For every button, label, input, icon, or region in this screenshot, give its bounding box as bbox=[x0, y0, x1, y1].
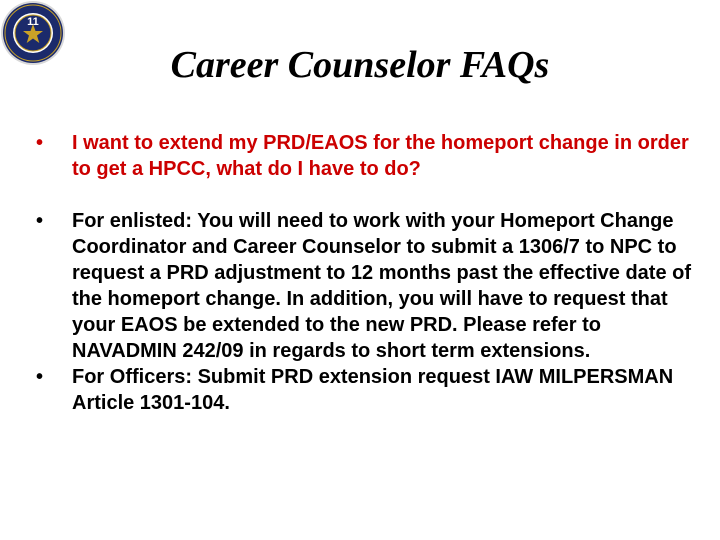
slide-title: Career Counselor FAQs bbox=[170, 44, 550, 86]
bullet-text: For enlisted: You will need to work with your Homeport Change Coordinator and Career Counselor to submit a 1306/7 to NPC to request a PRD adjustment to 12 months past the effective date of the homeport change. In addition, you will have to request that your EAOS be extended to the new PRD. Please refer to NAVADMIN 242/09 in regards to short term extensions. bbox=[72, 210, 692, 362]
bullet-dot: • bbox=[36, 366, 44, 388]
bullet-dot: • bbox=[36, 132, 44, 154]
seal-number: 11 bbox=[27, 16, 39, 28]
bullet-list bbox=[36, 130, 696, 416]
bullet-text: I want to extend my PRD/EAOS for the homeport change in order to get a HPCC, what do I have to do? bbox=[72, 132, 689, 180]
list-item-answer-enlisted bbox=[36, 208, 696, 364]
list-item-question bbox=[36, 130, 696, 182]
bullet-dot: • bbox=[36, 210, 44, 232]
list-item-answer-officers bbox=[36, 364, 696, 416]
bullet-text: For Officers: Submit PRD extension request IAW MILPERSMAN Article 1301-104. bbox=[72, 366, 674, 414]
